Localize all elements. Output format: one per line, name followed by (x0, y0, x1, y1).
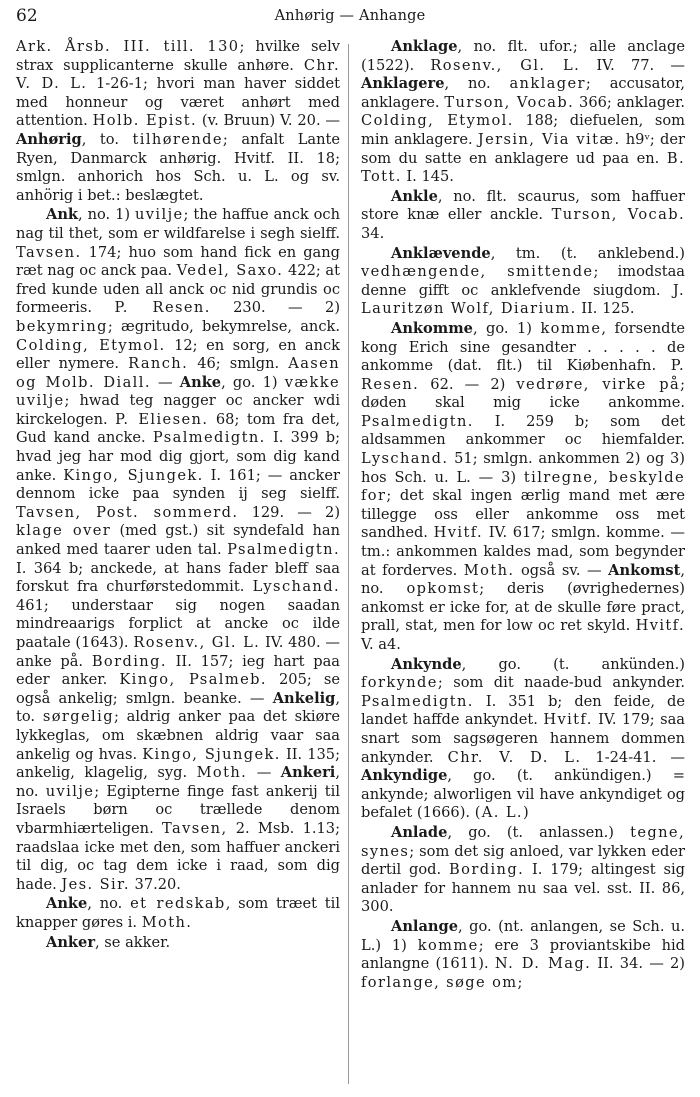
entry-text: ; accusator, anklagere. (361, 75, 685, 111)
spaced-text: Bording. (449, 861, 525, 879)
spaced-text: Colding, Etymol. (361, 112, 514, 130)
entry-text: 51; smlgn. ankommen 2) og 3) hos Sch. u. L. — 3) (361, 450, 685, 486)
spaced-text: J. Lauritzøn Wolf, Diarium. (361, 281, 685, 318)
entry-text: ; the haffue anck och nag til thet, som er wildfarelse i segh sielff. (16, 206, 340, 242)
headword: Anke (46, 895, 88, 913)
spaced-text: Psalmedigtn. (361, 692, 474, 710)
headword: Anklagere (361, 75, 445, 93)
spaced-text: Vedel, Saxo. (176, 262, 284, 280)
entry-text: I. 161; — ancker dennom icke paa synden ij seg sielff. (16, 466, 341, 503)
entry-text: ; som dit naade-bud ankynder. (437, 674, 685, 692)
entry-text: — (247, 764, 281, 782)
spaced-text: Turson, Vocab. (551, 206, 685, 224)
entry-text: , no. flt. ufor.; alle anclage (1522). (361, 38, 685, 74)
entry-text: , no. (16, 764, 340, 800)
entry-text: , no. (361, 561, 685, 598)
entry-text: , no. (87, 895, 131, 913)
headword: Anhørig (16, 130, 82, 148)
entry-text: IV. 617; smlgn. komme. — tm.: ankommen kaldes mad, som begynder at forderves. (361, 524, 685, 579)
entry-text: h9ᵛ; der som du satte en anklagere ud paa en. (361, 130, 685, 167)
entry-text: — (150, 373, 180, 391)
left-column (16, 38, 340, 952)
dictionary-entry (16, 934, 340, 953)
dictionary-entry (361, 918, 685, 992)
entry-text: (med gst.) sit syndefald han anked med taarer uden tal. (16, 522, 340, 559)
entry-text: (v. Bruun) V. 20. — (197, 112, 340, 130)
entry-text: 1-24-41. — (581, 748, 685, 766)
entry-text: ; hvilke selv strax supplicanterne skulle anhøre. (16, 38, 340, 74)
entry-text: II. 34. — 2) (591, 955, 685, 973)
entry-text: I. 145. (401, 168, 454, 186)
spaced-text: P. Eliesen. (115, 410, 209, 428)
entry-text: I. 364 b; anckede, at hans fader bleff saa forskut fra churførstedommit. (16, 559, 340, 596)
entry-text: , forsendte kong Erich sine gesandter . . . . . de ankomme (dat. flt.) til Kiøbenhafn. (361, 319, 686, 375)
entry-text: , go. (t. ankündigen.) = ankynde; alworligen vil have ankyndiget og befalet (1666). (361, 767, 685, 822)
spaced-text: N. D. Mag. (494, 955, 592, 973)
entry-text: 230. — 2) (210, 299, 341, 317)
entry-text: , go. (nt. anlangen, se Sch. u. L.) 1) (361, 917, 685, 954)
headword: Anlange (391, 917, 459, 935)
entry-text: , go. (t. ankünden.) (461, 655, 685, 673)
entry-text: , se akker. (95, 933, 171, 951)
entry-text: II. 125. (576, 300, 635, 318)
entry-text: ; hwad teg nagger oc ancker wdi kirckelogen. (16, 392, 340, 428)
spaced-text: Lyschand. (252, 578, 340, 596)
spaced-text: Holb. Epist. (92, 112, 198, 130)
entry-text: 62. — 2) (419, 375, 517, 393)
spaced-text: tegne, synes (361, 823, 685, 860)
entry-text: I. 179; altingest sig anlader for hannem nu saa vel. sst. II. 86, 300. (361, 861, 685, 916)
headword: Anlade (391, 823, 448, 841)
spaced-text: vedhængende, smittende (361, 263, 594, 281)
spaced-text: P. Resen. (361, 357, 685, 393)
spaced-text: Kingo, Sjungek. (63, 466, 204, 484)
entry-text: , to. (16, 689, 340, 726)
spaced-text: klage over (16, 522, 112, 540)
entry-text: , no. 1) (78, 206, 135, 224)
spaced-text: Lyschand. (361, 450, 449, 468)
spaced-text: Psalmedigtn. (227, 541, 340, 559)
entry-text: ; (517, 973, 523, 991)
entry-text: , no. flt. scaurus, som haffuer store knæ eller anckle. (361, 187, 685, 224)
spaced-text: Kingo, Psalmeb. (119, 671, 267, 689)
entry-text: 2. Msb. 1.13; raadslaa icke met den, som haffuer anckeri til dig, oc tag dem icke i raad, som dig hade. (16, 819, 340, 893)
entry-text: V. a4. (361, 636, 401, 653)
entry-text: ; det skal ingen ærlig mand met ære tillegge oss eller ankomme oss met sandhed. (361, 487, 685, 542)
entry-text: , som træet til knapper gøres i. (16, 895, 340, 931)
spaced-text: Bording. (91, 652, 167, 670)
entry-text: ; deris (øvrighedernes) ankomst er icke for, at de skulle føre pract, prall, stat, men for low oc ret skyld. (361, 580, 685, 635)
dictionary-entry (16, 38, 340, 205)
spaced-text: uvilje (45, 782, 95, 800)
entry-text: ; imodstaa denne gifft oc anklefvende siugdom. (361, 263, 685, 299)
entry-text: 129. — 2) (238, 503, 341, 521)
spaced-text: P. Resen. (114, 299, 211, 317)
spaced-text: tilregne, beskylde for (361, 468, 685, 505)
spaced-text: forkynde (361, 674, 438, 692)
entry-text: IV. 179; saa snart som sagsøgeren hannem dommen ankynder. (361, 711, 685, 766)
dictionary-entry (361, 188, 685, 244)
entry-text: 34. (361, 224, 385, 242)
spaced-text: tilhørende (132, 130, 223, 148)
spaced-text: vedrøre, virke på (516, 375, 681, 393)
spaced-text: (A. L.) (474, 804, 531, 822)
spaced-text: komme (540, 319, 602, 337)
spaced-text: opkomst (406, 580, 480, 598)
entry-text: ; anfalt Lante Ryen, Danmarck anhørig. Hvitf. II. 18; smlgn. anhorich hos Sch. u. L. og sv. anhörig i bet.: beslægtet. (16, 130, 340, 204)
entry-text: 461; understaar sig nogen saadan mindreaarigs forplict at ancke oc ilde paatale (1643). (16, 596, 340, 651)
entry-text: II. 135; ankelig, klagelig, syg. (16, 745, 341, 782)
headword: Ankelig (272, 689, 336, 707)
spaced-text: Tavsen, (161, 819, 228, 837)
dictionary-entry (361, 38, 685, 187)
spaced-text: Moth. (141, 913, 193, 931)
headword: Ankle (391, 187, 438, 205)
headword: Ank (46, 206, 79, 224)
spaced-text: komme (417, 936, 479, 954)
entry-text: I. 259 b; som det aldsammen ankommer oc hiemfalder. (361, 412, 685, 449)
dictionary-entry (361, 245, 685, 319)
entry-text: 68; tom fra det, Gud kand ancke. (16, 410, 341, 447)
entry-text: ; aldrig anker paa det skiøre lykkeglas, om skæbnen aldrig vaar saa ankelig og hvas. (16, 708, 340, 763)
headword: Ankeri (280, 764, 336, 782)
entry-text: ; døden skal mig icke ankomme. (361, 375, 685, 412)
headword: Anklævende (391, 244, 491, 262)
spaced-text: Rosenv., Gl. L. (430, 56, 581, 74)
entry-text: 188; diefuelen, som min anklagere. (361, 112, 685, 148)
headword: Anke (179, 373, 222, 391)
headword: Ankomst (608, 561, 681, 579)
entry-text: , no. (444, 75, 510, 93)
spaced-text: Ark. Årsb. III. till. 130 (16, 38, 240, 55)
dictionary-entry (16, 895, 340, 932)
spaced-text: Psalmedigtn. (152, 429, 266, 447)
entry-text: , go. 1) (221, 373, 285, 391)
spaced-text: sørgelig (42, 708, 114, 726)
entry-text: , to. (81, 130, 133, 148)
dictionary-entry (361, 656, 685, 823)
spaced-text: Chr. V. D. L. (447, 748, 582, 766)
entry-text: 46; smlgn. (188, 355, 289, 373)
spaced-text: Hvitf. (433, 524, 484, 542)
entry-text: 174; huo som hand fick en gang ræt nag oc anck paa. (16, 243, 340, 280)
entry-text: 1-26-1; hvori man haver siddet med honneur og været anhørt med attention. (16, 75, 340, 130)
entry-text: ; ere 3 proviantskibe hid anlangne (1611). (361, 936, 686, 973)
spaced-text: uvilje (134, 206, 184, 224)
dictionary-entry (16, 206, 340, 894)
headword: Ankynde (391, 655, 462, 673)
headword: Ankyndige (361, 767, 448, 785)
spaced-text: Hvitf. (543, 711, 593, 729)
entry-text: II. 157; ieg hart paa eder anker. (16, 652, 341, 689)
entry-text: IV. 480. — anke på. (16, 634, 340, 670)
entry-text: I. 399 b; hvad jeg har mod dig gjort, som dig kand anke. (16, 429, 341, 484)
spaced-text: Ranch. (128, 355, 189, 373)
page-header (0, 0, 700, 34)
spaced-text: vække uvilje (16, 373, 340, 410)
dictionary-entry (361, 824, 685, 917)
entry-text: også sv. — (514, 561, 609, 579)
spaced-text: Rosenv., Gl. L. (133, 634, 261, 651)
spaced-text: Turson, Vocab. (444, 93, 575, 111)
spaced-text: et redskab (130, 895, 226, 913)
spaced-text: Tavsen. (16, 243, 82, 261)
spaced-text: Kingo, Sjungek. (142, 745, 281, 763)
entry-text: 12; en sorg, en anck eller nymere. (16, 336, 340, 373)
spaced-text: anklager (509, 75, 586, 93)
spaced-text: Chr. V. D. L. (16, 56, 340, 93)
spaced-text: Tavsen, Post. sommerd. (16, 503, 239, 521)
column-divider (348, 44, 349, 1084)
dictionary-entry (361, 320, 685, 655)
spaced-text: Jes. Sir. (61, 875, 130, 893)
entry-text: , tm. (t. anklebend.) (490, 244, 685, 262)
headword: Ankomme (391, 319, 473, 337)
entry-text: 422; at fred kunde uden all anck oc nid grundis oc formeeris. (16, 262, 340, 317)
entry-text: 37.20. (129, 875, 181, 893)
entry-text: ; ægritudo, bekymrelse, anck. (107, 317, 340, 335)
right-column (361, 38, 685, 992)
running-head: Anhørig — Anhange (274, 8, 426, 24)
spaced-text: Moth. (463, 561, 515, 579)
spaced-text: Aasen og Molb. Diall. (16, 355, 341, 391)
entry-text: 205; se også ankelig; smlgn. beanke. — (16, 671, 340, 707)
spaced-text: bekymring (16, 317, 108, 335)
spaced-text: Jersin, Via vitæ. (477, 130, 621, 148)
spaced-text: Hvitf. (635, 617, 685, 635)
entry-text: 366; anklager. (574, 93, 685, 111)
spaced-text: Moth. (196, 764, 248, 782)
spaced-text: forlange, søge om (361, 973, 518, 991)
entry-text: ; som det sig anloed, var lykken eder dertil god. (361, 842, 685, 879)
entry-text: IV. 77. — (580, 56, 685, 74)
spaced-text: Colding, Etymol. (16, 336, 166, 354)
headword: Anklage (391, 38, 458, 55)
spaced-text: B. Tott. (361, 149, 685, 186)
spaced-text: Psalmedigtn. (361, 412, 474, 430)
entry-text: , go. 1) (472, 319, 541, 337)
headword: Anker (46, 933, 96, 951)
entry-text: , go. (t. anlassen.) (447, 823, 631, 841)
entry-text: I. 351 b; den feide, de landet haffde ankyndet. (361, 692, 685, 729)
page-number: 62 (16, 6, 38, 26)
entry-text: ; Egipterne finge fast ankerij til Israels børn oc trællede denom vbarmhiærteligen. (16, 782, 340, 837)
